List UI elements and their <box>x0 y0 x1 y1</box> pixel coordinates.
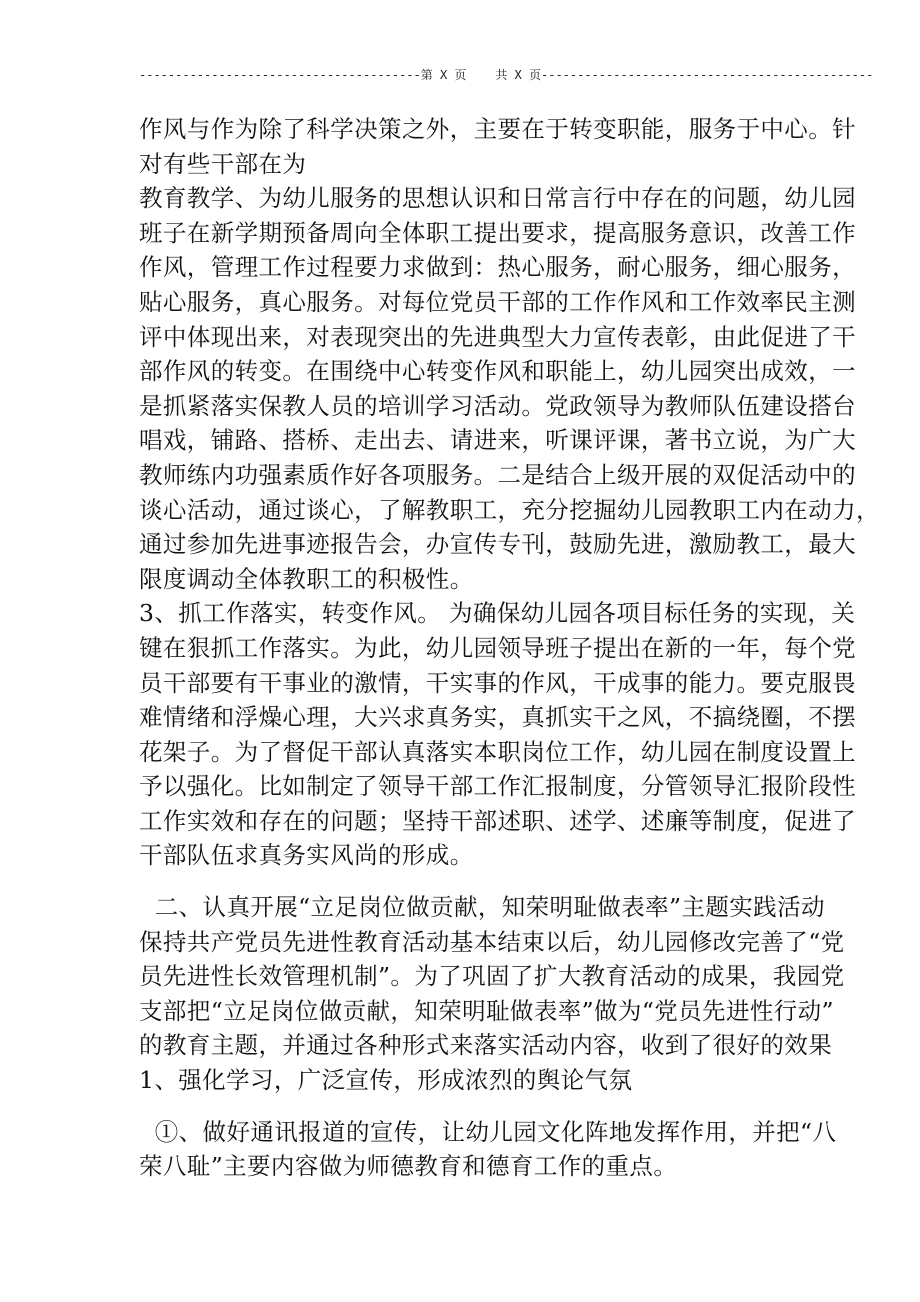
text-line: 教师练内功强素质作好各项服务。二是结合上级开展的双促活动中的 <box>139 460 856 489</box>
text-line: 部作风的转变。在围绕中心转变作风和职能上，幼儿园突出成效，一 <box>139 357 856 386</box>
text-line: 3、抓工作落实，转变作风。 为确保幼儿园各项目标任务的实现，关 <box>139 599 856 628</box>
paragraph-4 <box>139 1115 837 1184</box>
text-line: 是抓紧落实保教人员的培训学习活动。党政领导为教师队伍建设搭台 <box>139 391 856 420</box>
text-line: 唱戏，铺路、搭桥、走出去、请进来，听课评课，著书立说，为广大 <box>139 426 856 455</box>
text-line: 作风，管理工作过程要力求做到：热心服务，耐心服务，细心服务， <box>139 253 856 282</box>
text-line: 对有些干部在为 <box>139 149 307 178</box>
text-line: 的教育主题，并通过各种形式来落实活动内容，收到了很好的效果 <box>139 1031 833 1060</box>
text-line: 二、认真开展“立足岗位做贡献，知荣明耻做表率”主题实践活动 <box>139 893 825 922</box>
text-line: 评中体现出来，对表现突出的先进典型大力宣传表彰，由此促进了干 <box>139 322 856 351</box>
paragraph-3 <box>139 890 845 1098</box>
paragraph-1 <box>139 112 880 596</box>
text-line: 键在狠抓工作落实。为此，幼儿园领导班子提出在新的一年，每个党 <box>139 633 856 662</box>
text-line: 教育教学、为幼儿服务的思想认识和日常言行中存在的问题，幼儿园 <box>139 184 856 213</box>
paragraph-2 <box>139 596 856 873</box>
text-line: 予以强化。比如制定了领导干部工作汇报制度，分管领导汇报阶段性 <box>139 772 856 801</box>
text-line: 限度调动全体教职工的积极性。 <box>139 564 474 593</box>
text-line: 荣八耻”主要内容做为师德教育和德育工作的重点。 <box>139 1152 678 1181</box>
paragraph-gap <box>139 873 789 890</box>
paragraph-gap <box>139 1098 789 1115</box>
page-header: ---------------------------------------第 X 页 共 X 页---------------------------------------------- <box>139 68 874 82</box>
document-body <box>139 112 880 1184</box>
text-line: 花架子。为了督促干部认真落实本职岗位工作，幼儿园在制度设置上 <box>139 737 856 766</box>
text-line: 干部队伍求真务实风尚的形成。 <box>139 841 474 870</box>
text-line: 通过参加先进事迹报告会，办宣传专刊，鼓励先进，激励教工，最大 <box>139 530 856 559</box>
text-line: 谈心活动，通过谈心，了解教职工，充分挖掘幼儿园教职工内在动力， <box>139 495 880 524</box>
text-line: 作风与作为除了科学决策之外，主要在于转变职能，服务于中心。针 <box>139 115 856 143</box>
text-line: 班子在新学期预备周向全体职工提出要求，提高服务意识，改善工作 <box>139 218 856 247</box>
text-line: 工作实效和存在的问题；坚持干部述职、述学、述廉等制度，促进了 <box>139 806 856 835</box>
text-line: 保持共产党员先进性教育活动基本结束以后，幼儿园修改完善了“党 <box>139 927 845 956</box>
text-line: 员干部要有干事业的激情，干实事的作风，干成事的能力。要克服畏 <box>139 668 856 697</box>
text-line: 员先进性长效管理机制”。为了巩固了扩大教育活动的成果，我园党 <box>139 962 845 991</box>
text-line: 贴心服务，真心服务。对每位党员干部的工作作风和工作效率民主测 <box>139 287 856 316</box>
text-line: 1、强化学习，广泛宣传，形成浓烈的舆论气氛 <box>139 1066 633 1095</box>
text-line: 支部把“立足岗位做贡献，知荣明耻做表率”做为“党员先进性行动” <box>139 996 834 1025</box>
text-line: ①、做好通讯报道的宣传，让幼儿园文化阵地发挥作用，并把“八 <box>139 1117 837 1146</box>
text-line: 难情绪和浮燥心理，大兴求真务实，真抓实干之风，不搞绕圈，不摆 <box>139 703 856 732</box>
